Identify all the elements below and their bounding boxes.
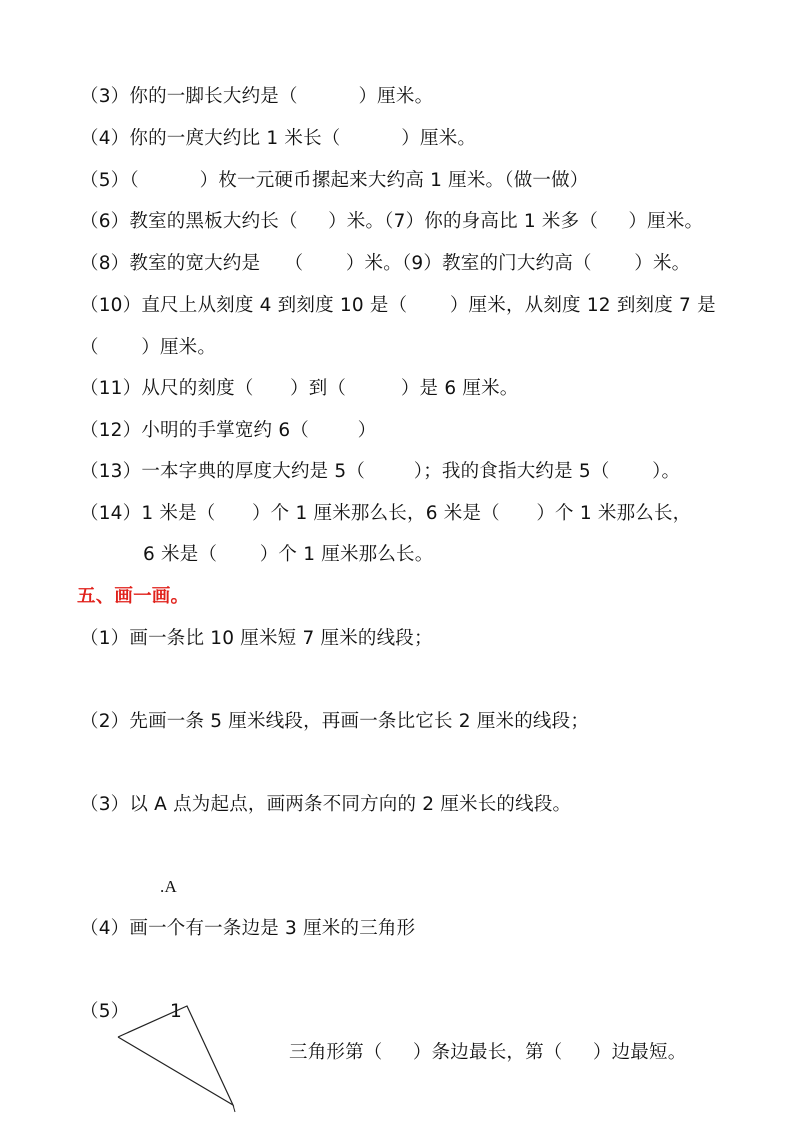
section-5-title: 五、画一画。 — [77, 586, 190, 607]
question-3: （3）你的一脚长大约是（ ）厘米。 — [80, 86, 434, 107]
draw-question-5-label: （5） — [80, 1001, 130, 1022]
triangle-side-label: 1 — [170, 1001, 182, 1022]
question-14: （14）1 米是（ ）个 1 厘米那么长，6 米是（ ）个 1 米那么长， — [80, 503, 692, 524]
question-12: （12）小明的手掌宽约 6（ ） — [80, 420, 377, 441]
draw-question-2: （2）先画一条 5 厘米线段，再画一条比它长 2 厘米的线段； — [80, 711, 590, 732]
question-10: （10）直尺上从刻度 4 到刻度 10 是（ ）厘米，从刻度 12 到刻度 7 是 — [80, 295, 716, 316]
question-6-7: （6）教室的黑板大约长（ ）米。（7）你的身高比 1 米多（ ）厘米。 — [80, 211, 704, 232]
draw-question-5-text: 三角形第（ ）条边最长，第（ ）边最短。 — [289, 1042, 687, 1063]
question-8-9: （8）教室的宽大约是 （ ）米。（9）教室的门大约高（ ）米。 — [80, 253, 691, 274]
question-13: （13）一本字典的厚度大约是 5（ ）；我的食指大约是 5（ ）。 — [80, 461, 681, 482]
point-a: .A — [160, 877, 177, 896]
question-4: （4）你的一庹大约比 1 米长（ ）厘米。 — [80, 128, 477, 149]
draw-question-3: （3）以 A 点为起点，画两条不同方向的 2 厘米长的线段。 — [80, 794, 572, 815]
question-11: （11）从尺的刻度（ ）到（ ）是 6 厘米。 — [80, 378, 519, 399]
question-5: （5）（ ）枚一元硬币摞起来大约高 1 厘米。（做一做） — [80, 170, 589, 191]
draw-question-4: （4）画一个有一条边是 3 厘米的三角形 — [80, 918, 416, 939]
question-10-cont: （ ）厘米。 — [80, 337, 217, 358]
question-14-cont: 6 米是（ ）个 1 厘米那么长。 — [143, 544, 434, 565]
draw-question-1: （1）画一条比 10 厘米短 7 厘米的线段； — [80, 628, 433, 649]
